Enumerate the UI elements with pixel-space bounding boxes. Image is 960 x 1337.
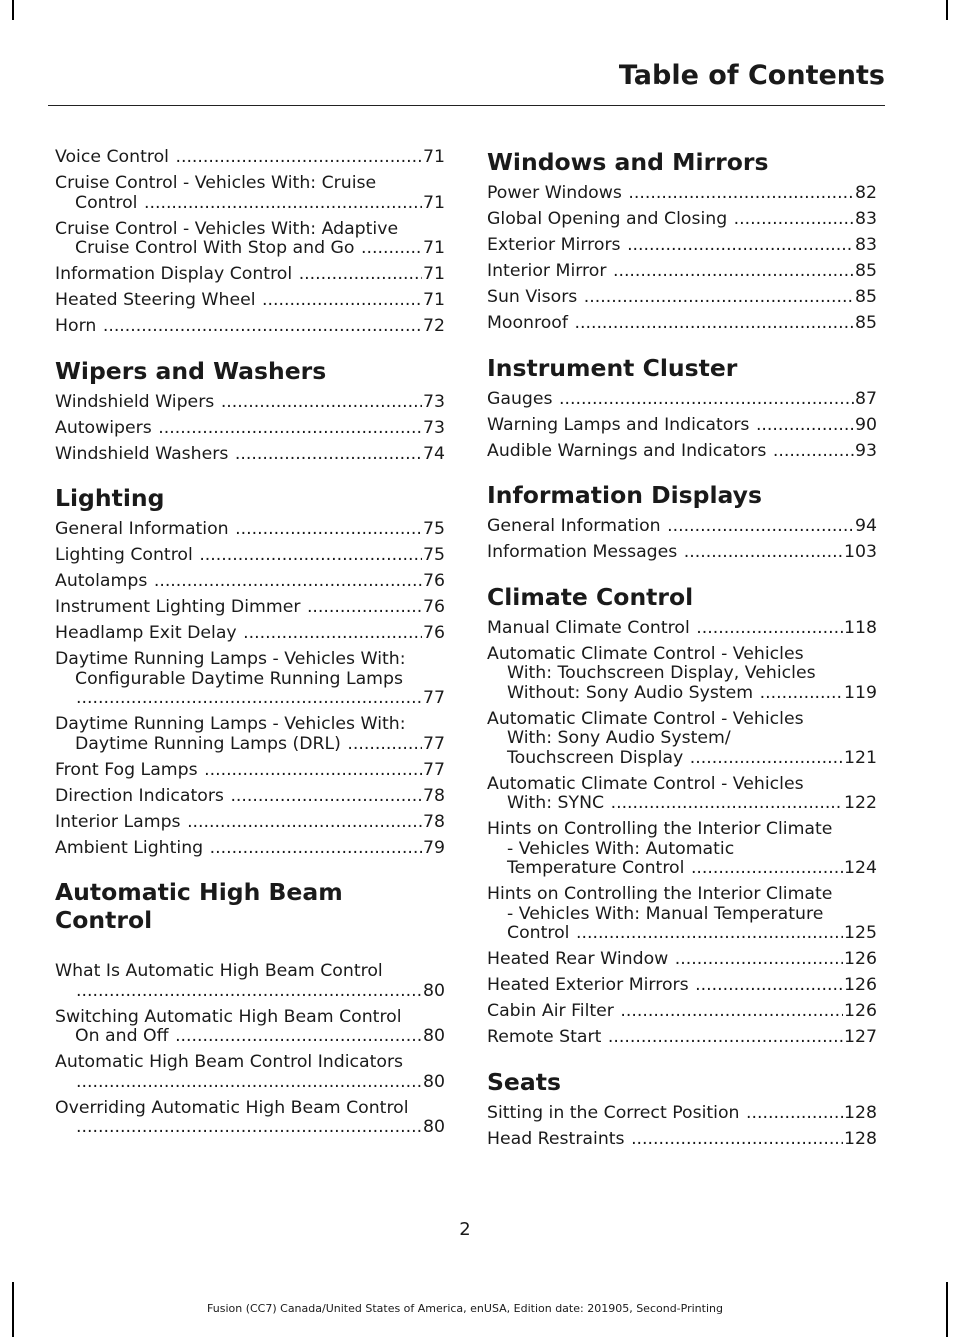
toc-leader-dots — [611, 794, 843, 814]
toc-entry-text: Daytime Running Lamps (DRL) — [75, 733, 341, 754]
toc-page-number: 83 — [855, 209, 877, 229]
toc-leader-dots — [667, 517, 854, 537]
toc-leader-dots — [620, 1002, 843, 1022]
toc-leader-dots — [199, 546, 422, 566]
toc-page-number: 73 — [423, 391, 445, 412]
toc-page-number: 76 — [423, 623, 445, 643]
toc-leader-dots — [627, 236, 854, 256]
toc-page-number: 72 — [423, 316, 445, 336]
toc-entry-text: Overriding Automatic High Beam Control — [55, 1097, 409, 1118]
toc-leader-dots — [221, 393, 422, 413]
toc-entry-text: Windshield Wipers — [55, 391, 215, 412]
toc-entry-text: Heated Exterior Mirrors — [487, 975, 689, 995]
toc-leader-dots — [361, 239, 422, 259]
toc-page-number: 124 — [844, 858, 877, 878]
toc-page-number: 71 — [423, 290, 445, 310]
toc-entry[interactable] — [55, 445, 445, 465]
toc-entry-text: Lighting Control — [55, 545, 193, 565]
toc-entry-text: Temperature Control — [507, 858, 685, 878]
toc-leader-dots — [695, 976, 843, 996]
toc-entry-text: Global Opening and Closing — [487, 209, 728, 229]
toc-entry[interactable] — [487, 236, 877, 256]
toc-entry[interactable] — [55, 546, 445, 566]
toc-entry-text: Autowipers — [55, 417, 152, 438]
toc-entry[interactable] — [55, 624, 445, 644]
toc-entry-text: Exterior Mirrors — [487, 235, 621, 255]
toc-page-number: 85 — [855, 313, 877, 333]
toc-entry-text: Voice Control — [55, 147, 169, 167]
toc-leader-dots — [574, 314, 854, 334]
toc-page-number: 74 — [423, 443, 445, 464]
toc-entry[interactable] — [487, 619, 877, 639]
toc-entry-text: Without: Sony Audio System — [507, 682, 754, 703]
toc-section-heading: Instrument Cluster — [487, 353, 738, 382]
crop-mark-bottom-right — [946, 1282, 948, 1337]
toc-entry[interactable] — [487, 543, 877, 563]
toc-leader-dots — [204, 761, 422, 781]
toc-entry-text: Switching Automatic High Beam Control — [55, 1006, 402, 1027]
toc-entry-text: Automatic Climate Control - Vehicles — [487, 773, 804, 794]
toc-entry[interactable] — [55, 787, 445, 807]
toc-leader-dots — [756, 416, 854, 436]
toc-page-number: 127 — [844, 1027, 877, 1047]
toc-leader-dots — [690, 749, 843, 769]
toc-leader-dots — [175, 1027, 422, 1047]
toc-page-number: 76 — [423, 571, 445, 591]
toc-page-number: 80 — [423, 980, 445, 1001]
toc-page-number: 71 — [423, 147, 445, 167]
toc-entry-text: Information Display Control — [55, 264, 293, 284]
toc-leader-dots — [76, 689, 422, 709]
toc-entry[interactable] — [487, 184, 877, 204]
toc-page-number: 71 — [423, 264, 445, 284]
toc-entry[interactable] — [487, 314, 877, 334]
toc-page-number: 93 — [855, 440, 877, 461]
page-number: 2 — [459, 1219, 471, 1240]
toc-entry[interactable] — [487, 950, 877, 970]
toc-entry-text: Cabin Air Filter — [487, 1001, 614, 1021]
toc-leader-dots — [243, 624, 422, 644]
toc-entry[interactable] — [55, 220, 445, 259]
toc-page-number: 126 — [844, 975, 877, 995]
toc-entry[interactable] — [55, 148, 445, 168]
toc-entry-text: General Information — [487, 516, 661, 536]
toc-page-number: 80 — [423, 1071, 445, 1092]
toc-entry-text: Direction Indicators — [55, 785, 224, 806]
toc-entry-text: Headlamp Exit Delay — [55, 623, 237, 643]
toc-leader-dots — [154, 572, 422, 592]
toc-page-number: 125 — [844, 923, 877, 943]
toc-page-number: 71 — [423, 238, 445, 258]
toc-section-heading: Windows and Mirrors — [487, 148, 769, 176]
toc-entry[interactable] — [55, 761, 445, 781]
toc-entry[interactable] — [55, 598, 445, 618]
toc-leader-dots — [235, 520, 422, 540]
toc-leader-dots — [613, 262, 854, 282]
toc-entry-text: What Is Automatic High Beam Control — [55, 961, 383, 981]
toc-page-number: 119 — [844, 682, 877, 703]
toc-page-number: 77 — [423, 688, 445, 708]
toc-page-number: 78 — [423, 811, 445, 832]
toc-entry-text: Daytime Running Lamps - Vehicles With: — [55, 649, 406, 669]
toc-entry-text: General Information — [55, 519, 229, 539]
toc-entry-text: Sitting in the Correct Position — [487, 1102, 740, 1123]
toc-section-heading: Seats — [487, 1067, 561, 1096]
toc-entry-text: Gauges — [487, 388, 553, 409]
toc-leader-dots — [187, 813, 422, 833]
toc-entry[interactable] — [487, 442, 877, 462]
toc-section-heading: Wipers and Washers — [55, 356, 327, 385]
header-rule — [48, 105, 885, 106]
toc-page-number: 85 — [855, 261, 877, 281]
toc-page-number: 82 — [855, 183, 877, 203]
toc-entry[interactable] — [55, 1099, 445, 1138]
toc-leader-dots — [746, 1104, 843, 1124]
toc-page-number: 87 — [855, 388, 877, 409]
toc-entry-text: Front Fog Lamps — [55, 759, 198, 780]
toc-leader-dots — [675, 950, 843, 970]
toc-entry[interactable] — [55, 572, 445, 592]
toc-entry[interactable] — [55, 265, 445, 285]
toc-page-number: 126 — [844, 1001, 877, 1021]
toc-leader-dots — [158, 419, 422, 439]
toc-page-number: 94 — [855, 516, 877, 536]
toc-entry-text: With: Touchscreen Display, Vehicles — [507, 663, 816, 683]
toc-entry[interactable] — [487, 645, 877, 704]
toc-entry-text: Cruise Control - Vehicles With: Adaptive — [55, 218, 399, 239]
toc-page-number: 128 — [844, 1128, 877, 1149]
toc-entry-text: - Vehicles With: Manual Temperature — [507, 903, 824, 924]
toc-leader-dots — [347, 735, 422, 755]
toc-entry[interactable] — [55, 839, 445, 859]
toc-entry-text: Autolamps — [55, 571, 148, 591]
toc-entry[interactable] — [487, 416, 877, 436]
toc-entry-text: Remote Start — [487, 1027, 602, 1047]
toc-page-number: 80 — [423, 1026, 445, 1046]
toc-leader-dots — [628, 184, 854, 204]
footer-edition-info: Fusion (CC7) Canada/United States of America, enUSA, Edition date: 201905, Second-Printing — [207, 1302, 723, 1315]
toc-entry[interactable] — [487, 1104, 877, 1124]
toc-section-heading: Information Displays — [487, 481, 762, 509]
toc-page-number: 103 — [844, 542, 877, 562]
toc-entry-text: Cruise Control With Stop and Go — [75, 238, 355, 258]
toc-page-number: 75 — [423, 545, 445, 565]
toc-page-number: 80 — [423, 1117, 445, 1137]
toc-page-number: 83 — [855, 235, 877, 255]
toc-entry-text: Moonroof — [487, 313, 568, 333]
toc-entry-text: Ambient Lighting — [55, 837, 204, 858]
toc-page-number: 75 — [423, 519, 445, 539]
toc-entry-text: Hints on Controlling the Interior Climate — [487, 819, 833, 839]
toc-leader-dots — [773, 442, 854, 462]
toc-entry[interactable] — [55, 1008, 445, 1047]
toc-entry[interactable] — [487, 1130, 877, 1150]
toc-entry[interactable] — [487, 775, 877, 814]
toc-entry[interactable] — [487, 885, 877, 944]
toc-leader-dots — [734, 210, 854, 230]
toc-entry[interactable] — [55, 520, 445, 540]
toc-entry-text: Configurable Daytime Running Lamps — [75, 668, 403, 689]
toc-leader-dots — [299, 265, 422, 285]
toc-entry-text: Information Messages — [487, 542, 678, 562]
toc-page-number: 78 — [423, 785, 445, 806]
toc-leader-dots — [76, 982, 422, 1002]
toc-entry[interactable] — [487, 1028, 877, 1048]
toc-entry-text: Audible Warnings and Indicators — [487, 440, 767, 461]
toc-column-left — [55, 148, 445, 1144]
toc-entry-text: Power Windows — [487, 183, 622, 203]
toc-entry-text: Control — [507, 923, 570, 943]
toc-page-number: 77 — [423, 733, 445, 754]
toc-entry[interactable] — [55, 419, 445, 439]
toc-entry[interactable] — [487, 710, 877, 769]
toc-leader-dots — [235, 445, 422, 465]
toc-section-heading: Automatic High Beam Control — [55, 878, 343, 934]
toc-leader-dots — [175, 148, 422, 168]
toc-entry-text: Automatic High Beam Control Indicators — [55, 1052, 404, 1072]
toc-leader-dots — [230, 787, 422, 807]
toc-entry-text: Warning Lamps and Indicators — [487, 414, 750, 435]
toc-entry[interactable] — [487, 976, 877, 996]
page-title: Table of Contents — [618, 60, 885, 91]
toc-entry-text: Heated Steering Wheel — [55, 290, 256, 310]
toc-entry-text: Horn — [55, 316, 97, 336]
toc-entry-text: With: Sony Audio System/ — [507, 728, 731, 748]
crop-mark-top-right — [946, 0, 948, 20]
toc-leader-dots — [696, 619, 843, 639]
toc-entry-text: Cruise Control - Vehicles With: Cruise — [55, 173, 377, 193]
toc-leader-dots — [76, 1073, 422, 1093]
toc-leader-dots — [144, 194, 422, 214]
toc-page-number: 122 — [844, 793, 877, 813]
toc-page-number: 76 — [423, 597, 445, 617]
toc-leader-dots — [210, 839, 422, 859]
toc-entry-text: Manual Climate Control — [487, 617, 690, 638]
toc-column-right — [487, 148, 877, 1156]
toc-entry[interactable] — [55, 174, 445, 213]
toc-leader-dots — [584, 288, 854, 308]
toc-page-number: 85 — [855, 287, 877, 307]
toc-entry[interactable] — [487, 517, 877, 537]
toc-page-number: 126 — [844, 949, 877, 969]
toc-entry-text: Heated Rear Window — [487, 949, 669, 969]
toc-entry-text: Automatic Climate Control - Vehicles — [487, 708, 804, 729]
toc-section-heading: Lighting — [55, 484, 165, 512]
toc-leader-dots — [608, 1028, 843, 1048]
toc-page-number: 90 — [855, 414, 877, 435]
crop-mark-top-left — [12, 0, 14, 20]
toc-entry-text: With: SYNC — [507, 793, 605, 813]
toc-entry[interactable] — [487, 390, 877, 410]
toc-leader-dots — [307, 598, 422, 618]
toc-entry[interactable] — [487, 262, 877, 282]
toc-leader-dots — [760, 684, 843, 704]
toc-entry-text: - Vehicles With: Automatic — [507, 838, 735, 859]
toc-entry[interactable] — [55, 1053, 445, 1092]
toc-leader-dots — [262, 291, 422, 311]
toc-entry-text: Sun Visors — [487, 287, 578, 307]
toc-page-number: 118 — [844, 617, 877, 638]
toc-leader-dots — [76, 1118, 422, 1138]
toc-entry[interactable] — [487, 288, 877, 308]
toc-page-number: 73 — [423, 417, 445, 438]
toc-leader-dots — [684, 543, 843, 563]
toc-entry[interactable] — [487, 1002, 877, 1022]
toc-entry-text: Interior Lamps — [55, 811, 181, 832]
toc-section-heading: Climate Control — [487, 582, 694, 611]
toc-entry[interactable] — [55, 291, 445, 311]
toc-entry-text: Daytime Running Lamps - Vehicles With: — [55, 714, 406, 734]
toc-entry-text: Head Restraints — [487, 1128, 625, 1149]
toc-entry-text: On and Off — [75, 1026, 169, 1046]
toc-entry[interactable] — [487, 210, 877, 230]
toc-entry[interactable] — [55, 650, 445, 709]
toc-page-number: 121 — [844, 747, 877, 768]
toc-leader-dots — [576, 924, 843, 944]
toc-entry[interactable] — [487, 820, 877, 879]
toc-entry[interactable] — [55, 317, 445, 337]
toc-entry[interactable] — [55, 715, 445, 754]
toc-leader-dots — [631, 1130, 843, 1150]
toc-leader-dots — [103, 317, 422, 337]
toc-page-number: 79 — [423, 837, 445, 858]
toc-entry-text: Instrument Lighting Dimmer — [55, 597, 301, 617]
toc-page-number: 77 — [423, 759, 445, 780]
toc-entry-text: Windshield Washers — [55, 443, 229, 464]
toc-entry-text: Interior Mirror — [487, 261, 607, 281]
toc-entry[interactable] — [55, 962, 445, 1001]
toc-entry-text: Touchscreen Display — [507, 747, 684, 768]
toc-page-number: 71 — [423, 192, 445, 213]
toc-entry-text: Control — [75, 192, 138, 213]
toc-leader-dots — [559, 390, 854, 410]
toc-entry[interactable] — [55, 813, 445, 833]
toc-entry[interactable] — [55, 393, 445, 413]
toc-page-number: 128 — [844, 1102, 877, 1123]
toc-entry-text: Hints on Controlling the Interior Climate — [487, 884, 833, 904]
toc-leader-dots — [691, 859, 843, 879]
toc-entry-text: Automatic Climate Control - Vehicles — [487, 643, 804, 664]
